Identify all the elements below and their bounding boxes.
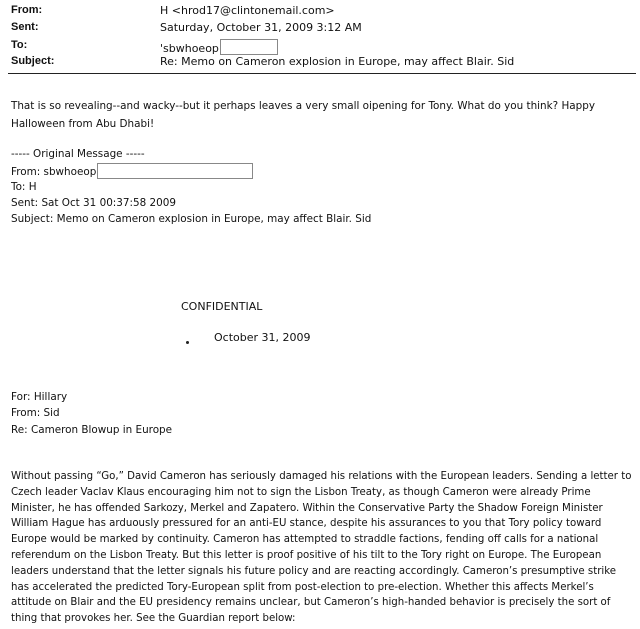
memo-body	[11, 469, 631, 627]
memo-re: Re: Cameron Blowup in Europe	[11, 424, 173, 436]
from-label: From:	[11, 4, 43, 16]
memo-body-line: has accelerated the predicted Tory-European split from post-election to pre-election. Whether this affects Merkel’s	[11, 581, 594, 593]
memo-body-line: thing that provokes her. See the Guardian report below:	[11, 613, 296, 625]
original-to: To: H	[11, 181, 37, 193]
redaction-box	[220, 39, 278, 55]
memo-body-line: Europe would be marked by continuity. Cameron has attempted to straddle factions, fending off calls for a national	[11, 534, 599, 546]
original-from	[11, 163, 253, 179]
original-sent: Sent: Sat Oct 31 00:37:58 2009	[11, 197, 176, 209]
memo-body-line: William Hague has arduously pressured for an anti-EU stance, despite his assurances to you that Tory policy toward	[11, 518, 602, 530]
sent-value: Saturday, October 31, 2009 3:12 AM	[160, 21, 362, 34]
memo-body-line: referendum on the Lisbon Treaty. But this letter is proof positive of his tilt to the Tory right on Europe. The European	[11, 549, 602, 561]
reply-line-1: That is so revealing--and wacky--but it perhaps leaves a very small oipening for Tony. What do you think? Happy	[11, 100, 595, 112]
memo-date: October 31, 2009	[214, 331, 311, 344]
memo-from: From: Sid	[11, 407, 60, 419]
scan-speck	[186, 341, 189, 344]
to-value: 'sbwhoeop	[160, 42, 219, 55]
to-label: To:	[11, 39, 28, 51]
redaction-box	[97, 163, 253, 179]
to-field	[160, 39, 278, 55]
reply-line-2: Halloween from Abu Dhabi!	[11, 118, 155, 130]
from-value: H <hrod17@clintonemail.com>	[160, 4, 335, 17]
sent-label: Sent:	[11, 21, 39, 33]
original-message-divider: ----- Original Message -----	[11, 148, 145, 160]
memo-body-line: leaders understand that the letter signals his future policy and are reacting accordingly. Cameron’s presumptive strike	[11, 565, 617, 577]
original-from-text: From: sbwhoeop	[11, 166, 97, 178]
original-subject: Subject: Memo on Cameron explosion in Europe, may affect Blair. Sid	[11, 213, 372, 225]
memo-body-line: Without passing “Go,” David Cameron has seriously damaged his relations with the European leaders. Sending a letter to	[11, 471, 632, 482]
memo-body-line: Czech leader Vaclav Klaus encouraging him not to sign the Lisbon Treaty, as though Cameron were already Prime	[11, 486, 591, 498]
memo-body-line: Minister, he has offended Sarkozy, Merkel and Zapatero. Within the Conservative Party the Shadow Foreign Minister	[11, 502, 603, 514]
subject-value: Re: Memo on Cameron explosion in Europe, may affect Blair. Sid	[160, 55, 515, 68]
subject-label: Subject:	[11, 55, 55, 67]
memo-for: For: Hillary	[11, 391, 68, 403]
memo-body-line: attitude on Blair and the EU presidency remains unclear, but Cameron’s high-handed behavior is precisely the sort of	[11, 597, 611, 609]
confidential-heading: CONFIDENTIAL	[181, 300, 263, 313]
header-divider	[8, 73, 636, 74]
